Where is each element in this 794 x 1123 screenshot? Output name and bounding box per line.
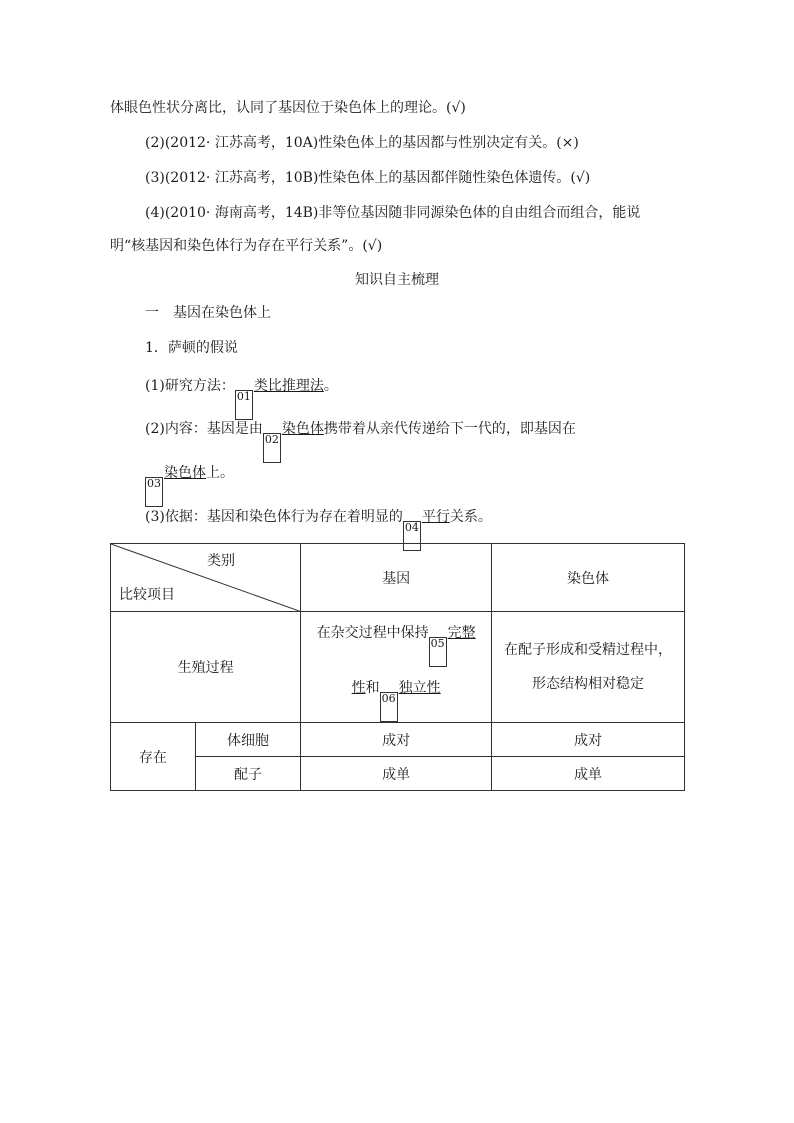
item-content-line-1 — [145, 419, 576, 463]
sub-label-somatic-cell: 体细胞 — [195, 723, 301, 757]
item-prefix: (1)研究方法： — [145, 378, 235, 394]
diag-header-compare-item: 比较项目 — [119, 587, 175, 603]
paragraph-2: (2)(2012· 江苏高考，10A)性染色体上的基因都与性别决定有关。(×) — [145, 135, 579, 151]
row-label-existence: 存在 — [111, 723, 196, 791]
heading-sutton-hypothesis: 1．萨顿的假说 — [145, 340, 238, 356]
paragraph-3: (3)(2012· 江苏高考，10B)性染色体上的基因都伴随性染色体遗传。(√) — [145, 170, 591, 186]
paragraph-1: 体眼色性状分离比，认同了基因位于染色体上的理论。(√) — [110, 100, 466, 116]
item-prefix: (3)依据：基因和染色体行为存在着明显的 — [145, 509, 403, 525]
answer-number-box: 05 — [429, 637, 447, 667]
cell-text: 在杂交过程中保持 — [316, 625, 429, 641]
paragraph-4-line-1: (4)(2010· 海南高考，14B)非等位基因随非同源染色体的自由组合而组合，能说 — [145, 205, 641, 221]
item-suffix: 上。 — [206, 465, 234, 481]
answer-blank: 染色体 — [281, 421, 324, 437]
answer-number-box: 03 — [145, 477, 163, 507]
answer-blank: 平行 — [421, 509, 450, 525]
item-text: 携带着从亲代传递给下一代的，即基因在 — [323, 421, 576, 437]
answer-number-box: 01 — [235, 390, 253, 420]
table-row-gamete — [111, 757, 685, 791]
answer-number-box: 06 — [380, 692, 398, 722]
item-prefix: (2)内容：基因是由 — [145, 421, 263, 437]
heading-gene-on-chromosome: 一 基因在染色体上 — [145, 305, 271, 321]
cell-somatic-chromosome: 成对 — [492, 723, 685, 757]
cell-gamete-gene: 成单 — [301, 757, 492, 791]
cell-reproduction-chromosome — [492, 612, 685, 723]
answer-number-box: 02 — [263, 433, 281, 463]
diagonal-header-cell — [111, 544, 301, 612]
sub-label-gamete: 配子 — [195, 757, 301, 791]
cell-text: 在配子形成和受精过程中， — [504, 642, 673, 658]
row-label-reproduction: 生殖过程 — [111, 612, 301, 723]
cell-reproduction-gene — [301, 612, 492, 723]
comparison-table — [110, 543, 685, 791]
item-suffix: 。 — [323, 378, 338, 394]
answer-blank: 完整 — [447, 625, 476, 641]
paragraph-4-line-2: 明“核基因和染色体行为存在平行关系”。(√) — [110, 238, 383, 254]
header-chromosome: 染色体 — [492, 544, 685, 612]
answer-blank: 类比推理法 — [253, 378, 324, 394]
table-row-reproduction — [111, 612, 685, 723]
answer-blank: 染色体 — [164, 465, 206, 481]
table-row-somatic — [111, 723, 685, 757]
diag-header-category: 类别 — [207, 553, 235, 569]
answer-number-box: 04 — [403, 521, 421, 551]
cell-gamete-chromosome: 成单 — [492, 757, 685, 791]
item-content-line-2 — [145, 463, 234, 507]
table-header-row — [111, 544, 685, 612]
answer-blank: 独立性 — [398, 680, 441, 696]
answer-blank: 性 — [351, 680, 366, 696]
section-title: 知识自主梳理 — [355, 272, 439, 288]
item-research-method — [145, 376, 338, 420]
cell-text: 形态结构相对稳定 — [532, 676, 645, 692]
cell-text: 和 — [365, 680, 380, 696]
item-suffix: 关系。 — [449, 509, 492, 525]
header-gene: 基因 — [301, 544, 492, 612]
cell-somatic-gene: 成对 — [301, 723, 492, 757]
